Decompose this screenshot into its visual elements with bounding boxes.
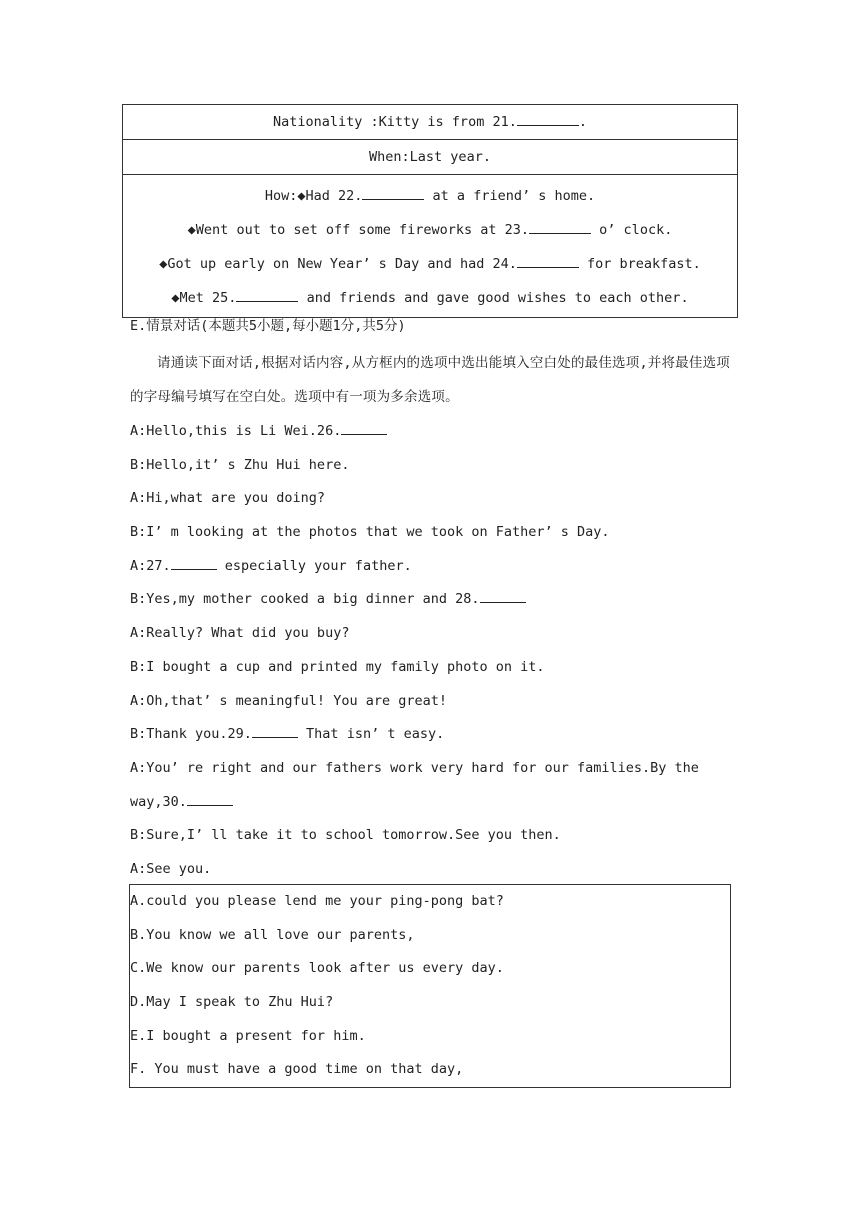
options-box [129, 884, 731, 1088]
nationality-end: . [578, 114, 587, 130]
dialogue-text: B:Hello,it’ s Zhu Hui here. [130, 456, 350, 473]
blank-22[interactable] [362, 187, 424, 200]
dialogue-text: B:Yes,my mother cooked a big dinner and 28. [130, 591, 480, 608]
blank-29[interactable] [252, 725, 298, 738]
how-line-2-before: ◆Went out to set off some fireworks at 23. [187, 222, 530, 238]
dialogue-line [130, 482, 690, 516]
how-line-4-after: and friends and gave good wishes to each other. [298, 290, 689, 306]
how-line-3-before: ◆Got up early on New Year’ s Day and had 24. [159, 256, 517, 272]
option-e: E.I bought a present for him. [130, 1027, 366, 1044]
option-b: B.You know we all love our parents, [130, 926, 415, 943]
dialogue-line [130, 685, 690, 719]
how-line-1-before: How:◆Had 22. [264, 188, 363, 204]
dialogue-text: A:See you. [130, 860, 212, 877]
dialogue-text: B:I bought a cup and printed my family photo on it. [130, 658, 545, 675]
section-title: E.情景对话(本题共5小题,每小题1分,共5分) [130, 318, 406, 334]
dialogue-text: way,30. [130, 793, 187, 810]
how-line-4-before: ◆Met 25. [171, 290, 237, 306]
dialogue-line [130, 853, 690, 887]
how-row [123, 175, 737, 317]
blank-30[interactable] [187, 793, 233, 806]
dialogue-line [130, 617, 690, 651]
dialogue-text: A:Hello,this is Li Wei.26. [130, 423, 342, 439]
dialogue-text: B:I’ m looking at the photos that we took on Father’ s Day. [130, 524, 610, 541]
dialogue-text-after: That isn’ t easy. [297, 726, 445, 743]
dialogue-line [130, 651, 690, 685]
dialogue-text: A:Really? What did you buy? [130, 625, 350, 642]
dialogue-line [130, 819, 690, 853]
dialogue-text-after: especially your father. [216, 557, 412, 574]
blank-23[interactable] [529, 221, 591, 234]
dialogue-text: A:27. [130, 557, 171, 574]
dialogue-line [130, 583, 690, 617]
dialogue-line [130, 718, 690, 752]
option-d: D.May I speak to Zhu Hui? [130, 994, 334, 1011]
option-c: C.We know our parents look after us every day. [130, 960, 504, 977]
blank-28[interactable] [480, 590, 526, 603]
when-text: When:Last year. [369, 149, 491, 165]
dialogue-line [130, 550, 690, 584]
dialogue-line [130, 752, 699, 786]
nationality-row [123, 105, 737, 140]
how-line-1-after: at a friend’ s home. [424, 188, 596, 204]
nationality-text: Nationality :Kitty is from 21. [273, 114, 517, 130]
blank-26[interactable] [341, 422, 387, 435]
how-line-4 [123, 281, 737, 315]
info-table [122, 104, 738, 318]
blank-24[interactable] [517, 255, 579, 268]
blank-25[interactable] [236, 289, 298, 302]
option-a: A.could you please lend me your ping-pong bat? [130, 893, 504, 909]
dialogue-text: B:Sure,I’ ll take it to school tomorrow.See you then. [130, 827, 561, 844]
dialogue-text: A:You’ re right and our fathers work very hard for our families.By the [130, 759, 699, 776]
how-line-2-after: o’ clock. [591, 222, 673, 238]
how-line-2 [123, 213, 737, 247]
dialogue-line [130, 449, 690, 483]
dialogue-text: A:Oh,that’ s meaningful! You are great! [130, 692, 447, 709]
dialogue-text: A:Hi,what are you doing? [130, 490, 326, 507]
dialogue-line [130, 516, 690, 550]
how-line-3-after: for breakfast. [578, 256, 701, 272]
blank-21[interactable] [517, 113, 579, 126]
dialogue-text: B:Thank you.29. [130, 726, 252, 743]
instructions: 请通读下面对话,根据对话内容,从方框内的选项中选出能填入空白处的最佳选项,并将最佳选项的字母编号填写在空白处。选项中有一项为多余选项。 [130, 355, 730, 405]
how-line-3 [123, 247, 737, 281]
dialogue-line [130, 415, 690, 449]
option-f: F. You must have a good time on that day, [130, 1061, 464, 1078]
when-row [123, 140, 737, 175]
how-line-1 [123, 179, 737, 213]
blank-27[interactable] [171, 557, 217, 570]
dialogue [130, 415, 699, 887]
dialogue-line [130, 786, 690, 820]
